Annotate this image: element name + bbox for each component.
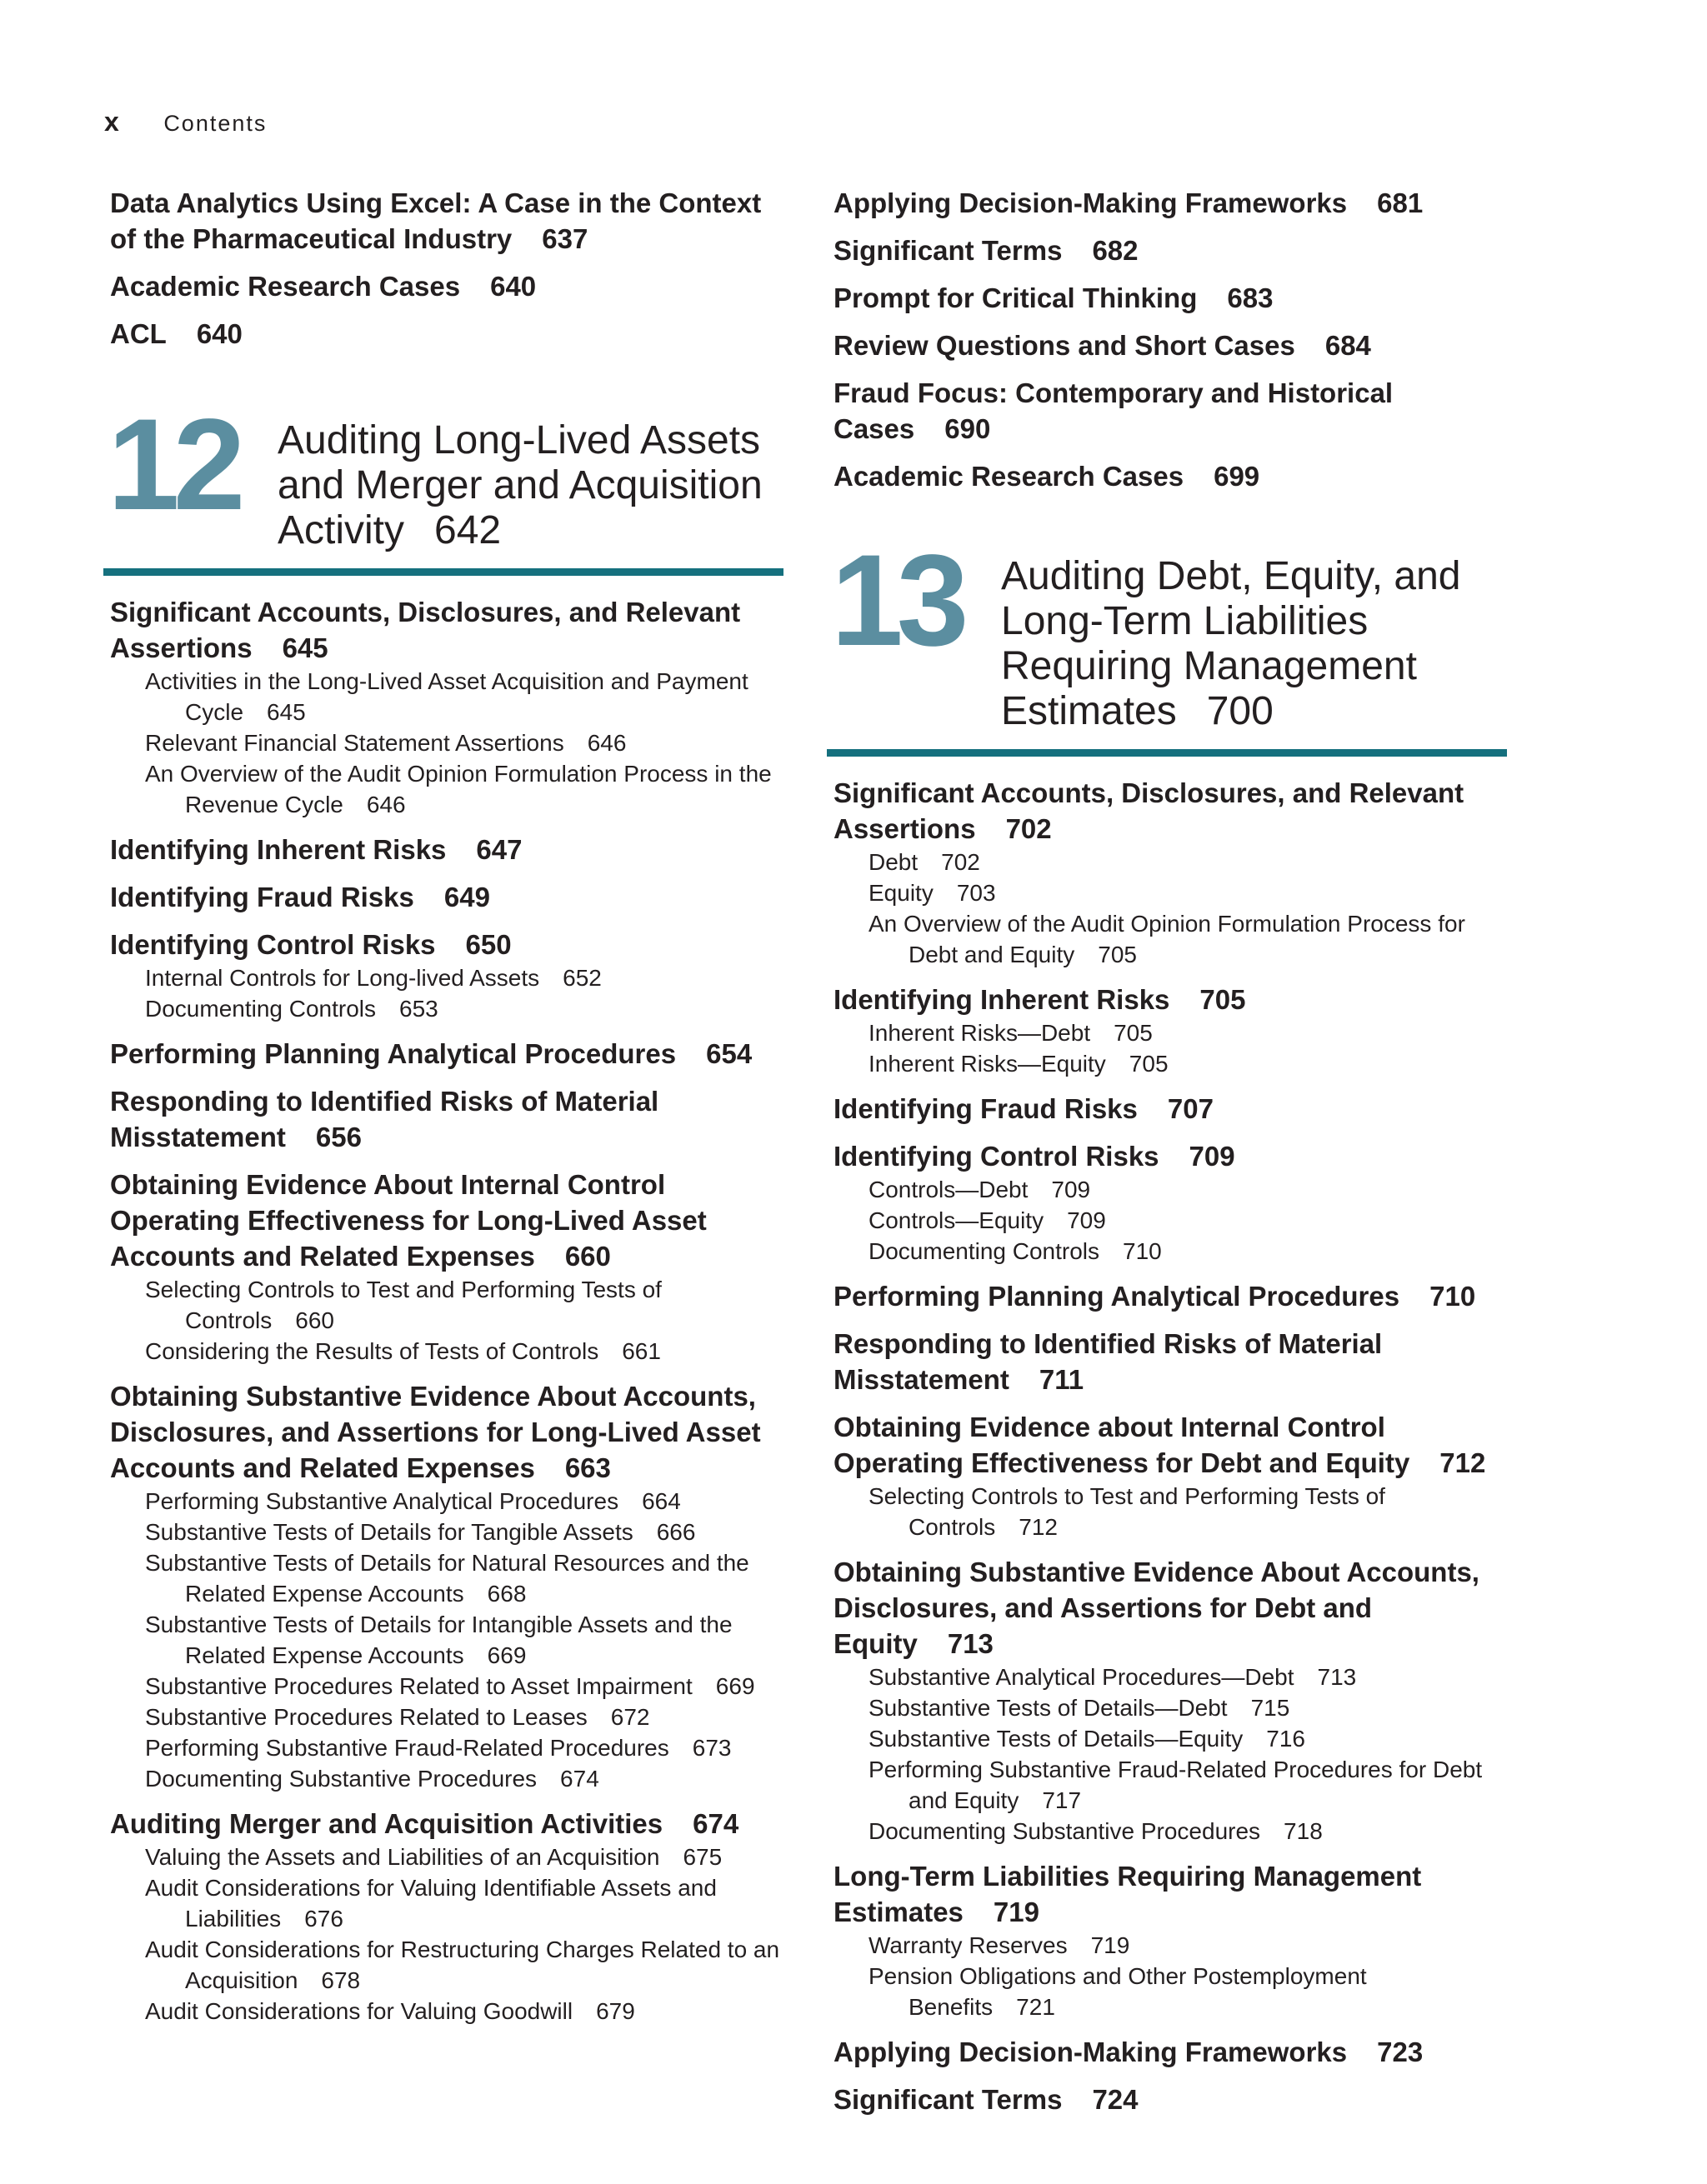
toc-section[interactable] bbox=[833, 2034, 1517, 2070]
toc-page-number: 690 bbox=[944, 413, 991, 444]
toc-subsection[interactable] bbox=[110, 1274, 793, 1336]
toc-page-number: 672 bbox=[610, 1704, 650, 1730]
toc-subsection[interactable] bbox=[833, 1174, 1517, 1205]
toc-page-number: 650 bbox=[465, 929, 512, 960]
toc-page-number: 647 bbox=[476, 834, 523, 865]
toc-page-number: 721 bbox=[1016, 1994, 1055, 2020]
toc-subsection[interactable] bbox=[833, 1723, 1517, 1754]
toc-subsection[interactable] bbox=[833, 847, 1517, 877]
toc-page-number: 674 bbox=[560, 1766, 599, 1792]
toc-entry-title: Long-Term Liabilities Requiring Management Estimates bbox=[833, 1861, 1422, 1927]
toc-page-number: 719 bbox=[993, 1897, 1039, 1927]
toc-entry-title: Performing Substantive Analytical Procedures bbox=[145, 1488, 619, 1514]
toc-subsection[interactable] bbox=[110, 1842, 793, 1872]
toc-page-number: 713 bbox=[1317, 1664, 1357, 1690]
toc-entry[interactable] bbox=[833, 280, 1517, 316]
toc-subsection[interactable] bbox=[833, 1481, 1517, 1542]
toc-entry-title: Substantive Analytical Procedures—Debt bbox=[869, 1664, 1294, 1690]
toc-page-number: 699 bbox=[1214, 461, 1260, 492]
toc-page-number: 669 bbox=[487, 1642, 527, 1668]
toc-subsection[interactable] bbox=[110, 1517, 793, 1547]
toc-subsection[interactable] bbox=[833, 1692, 1517, 1723]
toc-section[interactable] bbox=[833, 1409, 1517, 1481]
toc-entry-title: Review Questions and Short Cases bbox=[833, 330, 1295, 361]
toc-page-number: 678 bbox=[321, 1967, 361, 1993]
toc-page-number: 637 bbox=[542, 223, 588, 254]
toc-entry-title: Selecting Controls to Test and Performing Tests of Controls bbox=[869, 1483, 1385, 1540]
page-header bbox=[104, 107, 267, 137]
toc-entry-title: Audit Considerations for Valuing Goodwill bbox=[145, 1998, 573, 2024]
toc-page-number: 703 bbox=[956, 880, 996, 906]
toc-entry-title: Controls—Debt bbox=[869, 1177, 1029, 1202]
toc-page-number: 661 bbox=[622, 1338, 661, 1364]
toc-entry-title: Inherent Risks—Equity bbox=[869, 1051, 1106, 1077]
toc-entry-title: Obtaining Substantive Evidence About Accounts, Disclosures, and Assertions for Long-Lived Asset Accounts and Related Expenses bbox=[110, 1381, 761, 1483]
toc-subsection[interactable] bbox=[110, 727, 793, 758]
toc-entry-title: Substantive Tests of Details for Tangible Assets bbox=[145, 1519, 633, 1545]
toc-entry-title: Relevant Financial Statement Assertions bbox=[145, 730, 564, 756]
toc-entry-title: Audit Considerations for Valuing Identifiable Assets and Liabilities bbox=[145, 1875, 717, 1932]
toc-entry-title: Responding to Identified Risks of Material Misstatement bbox=[110, 1086, 659, 1152]
toc-page-number: 664 bbox=[642, 1488, 681, 1514]
toc-subsection[interactable] bbox=[110, 758, 793, 820]
toc-section[interactable] bbox=[110, 927, 793, 962]
toc-section[interactable] bbox=[833, 1138, 1517, 1174]
toc-entry-title: Warranty Reserves bbox=[869, 1932, 1068, 1958]
toc-entry-title: Internal Controls for Long-lived Assets bbox=[145, 965, 540, 991]
toc-page-number: 716 bbox=[1266, 1726, 1305, 1752]
toc-entry[interactable] bbox=[110, 316, 793, 352]
toc-section[interactable] bbox=[110, 1036, 793, 1072]
toc-page-number: 669 bbox=[715, 1673, 755, 1699]
running-head: Contents bbox=[163, 111, 268, 136]
chapter-title[interactable] bbox=[1001, 554, 1517, 734]
toc-subsection[interactable] bbox=[110, 1702, 793, 1732]
toc-page-number: 660 bbox=[295, 1307, 334, 1333]
toc-page-number: 652 bbox=[563, 965, 602, 991]
toc-entry-title: Responding to Identified Risks of Material Misstatement bbox=[833, 1328, 1383, 1395]
chapter-rule bbox=[103, 568, 783, 576]
toc-entry-title: Valuing the Assets and Liabilities of an Acquisition bbox=[145, 1844, 660, 1870]
toc-entry-title: Substantive Procedures Related to Leases bbox=[145, 1704, 588, 1730]
toc-entry-title: Academic Research Cases bbox=[110, 271, 461, 302]
toc-subsection[interactable] bbox=[833, 1205, 1517, 1236]
toc-page-number: 713 bbox=[947, 1628, 994, 1659]
toc-entry-title: Performing Substantive Fraud-Related Procedures for Debt and Equity bbox=[869, 1757, 1483, 1813]
toc-section[interactable] bbox=[110, 879, 793, 915]
toc-subsection[interactable] bbox=[110, 1486, 793, 1517]
toc-subsection[interactable] bbox=[110, 1763, 793, 1794]
chapter-page-number: 642 bbox=[434, 508, 502, 552]
toc-entry-title: Substantive Tests of Details for Intangible Assets and the Related Expense Accounts bbox=[145, 1612, 733, 1668]
toc-page-number: 674 bbox=[693, 1808, 739, 1839]
toc-subsection[interactable] bbox=[110, 1934, 793, 1996]
toc-entry-title: An Overview of the Audit Opinion Formulation Process for Debt and Equity bbox=[869, 911, 1465, 967]
chapter-title[interactable] bbox=[278, 418, 793, 553]
toc-section[interactable] bbox=[833, 982, 1517, 1017]
toc-page-number: 675 bbox=[683, 1844, 723, 1870]
toc-entry-title: Substantive Tests of Details—Equity bbox=[869, 1726, 1244, 1752]
toc-page-number: 723 bbox=[1377, 2037, 1424, 2067]
toc-page-number: 645 bbox=[282, 632, 328, 663]
toc-entry-title: Equity bbox=[869, 880, 934, 906]
toc-page-number: 646 bbox=[587, 730, 627, 756]
toc-entry-title: Documenting Substantive Procedures bbox=[145, 1766, 538, 1792]
chapter-page-number: 700 bbox=[1206, 689, 1274, 733]
toc-page-number: 668 bbox=[487, 1581, 527, 1607]
toc-subsection[interactable] bbox=[110, 1996, 793, 2027]
toc-right-column bbox=[833, 173, 1517, 2117]
toc-page-number: 682 bbox=[1092, 235, 1139, 266]
toc-page-number: 640 bbox=[490, 271, 537, 302]
toc-page-number: 710 bbox=[1123, 1238, 1162, 1264]
toc-subsection[interactable] bbox=[833, 1017, 1517, 1048]
toc-page-number: 715 bbox=[1250, 1695, 1290, 1721]
toc-page-number: 711 bbox=[1039, 1364, 1084, 1395]
toc-page-number: 705 bbox=[1129, 1051, 1169, 1077]
toc-entry-title: Significant Accounts, Disclosures, and Relevant Assertions bbox=[110, 597, 741, 663]
toc-page-number: 712 bbox=[1019, 1514, 1058, 1540]
toc-section[interactable] bbox=[833, 2082, 1517, 2117]
toc-entry-title: Applying Decision-Making Frameworks bbox=[833, 187, 1348, 218]
toc-page-number: 663 bbox=[564, 1452, 611, 1483]
toc-page-number: 705 bbox=[1199, 984, 1246, 1015]
toc-page-number: 707 bbox=[1167, 1093, 1214, 1124]
toc-entry-title: Performing Substantive Fraud-Related Procedures bbox=[145, 1735, 669, 1761]
toc-entry-title: Data Analytics Using Excel: A Case in the Context of the Pharmaceutical Industry bbox=[110, 187, 762, 254]
toc-entry-title: Controls—Equity bbox=[869, 1207, 1044, 1233]
toc-page-number: 654 bbox=[706, 1038, 753, 1069]
toc-entry-title: Auditing Merger and Acquisition Activities bbox=[110, 1808, 663, 1839]
toc-entry-title: Documenting Substantive Procedures bbox=[869, 1818, 1261, 1844]
toc-entry-title: Performing Planning Analytical Procedures bbox=[833, 1281, 1400, 1312]
toc-subsection[interactable] bbox=[833, 877, 1517, 908]
toc-subsection[interactable] bbox=[833, 908, 1517, 970]
toc-section[interactable] bbox=[110, 1806, 793, 1842]
toc-entry-title: Substantive Procedures Related to Asset Impairment bbox=[145, 1673, 693, 1699]
toc-page-number: 645 bbox=[267, 699, 306, 725]
toc-section[interactable] bbox=[833, 1091, 1517, 1127]
toc-page-number: 702 bbox=[1005, 813, 1052, 844]
toc-page-number: 710 bbox=[1429, 1281, 1476, 1312]
toc-section[interactable] bbox=[833, 1554, 1517, 1662]
chapter-block bbox=[108, 392, 793, 576]
toc-entry-title: An Overview of the Audit Opinion Formulation Process in the Revenue Cycle bbox=[145, 761, 772, 817]
toc-page-number: 646 bbox=[366, 792, 406, 817]
chapter-title-text: Auditing Debt, Equity, and Long-Term Liabilities Requiring Management Estimates bbox=[1001, 554, 1461, 733]
toc-page-number: 712 bbox=[1439, 1447, 1486, 1478]
toc-entry[interactable] bbox=[833, 232, 1517, 268]
toc-section[interactable] bbox=[833, 1278, 1517, 1314]
toc-page-number: 717 bbox=[1042, 1787, 1082, 1813]
toc-entry-title: Identifying Inherent Risks bbox=[833, 984, 1170, 1015]
toc-page-number: 649 bbox=[443, 882, 490, 912]
toc-subsection[interactable] bbox=[110, 993, 793, 1024]
toc-subsection[interactable] bbox=[110, 962, 793, 993]
toc-section[interactable] bbox=[833, 1858, 1517, 1930]
toc-entry-title: Debt bbox=[869, 849, 919, 875]
toc-entry-title: Prompt for Critical Thinking bbox=[833, 282, 1198, 313]
toc-entry-title: Pension Obligations and Other Postemployment Benefits bbox=[869, 1963, 1367, 2020]
toc-entry-title: Identifying Fraud Risks bbox=[110, 882, 414, 912]
toc-subsection[interactable] bbox=[833, 1816, 1517, 1847]
toc-entry-title: Obtaining Evidence about Internal Control Operating Effectiveness for Debt and Equity bbox=[833, 1412, 1410, 1478]
toc-page-number: 676 bbox=[304, 1906, 343, 1932]
toc-page-number: 709 bbox=[1189, 1141, 1235, 1172]
toc-subsection[interactable] bbox=[833, 1048, 1517, 1079]
toc-entry[interactable] bbox=[110, 185, 793, 257]
toc-page-number: 673 bbox=[692, 1735, 732, 1761]
page-number: x bbox=[104, 107, 121, 137]
chapter-number: 12 bbox=[108, 392, 239, 537]
toc-page-number: 660 bbox=[564, 1241, 611, 1272]
toc-section[interactable] bbox=[110, 832, 793, 867]
toc-page-number: 679 bbox=[596, 1998, 635, 2024]
toc-page-number: 653 bbox=[399, 996, 438, 1022]
toc-entry-title: Significant Accounts, Disclosures, and Relevant Assertions bbox=[833, 777, 1464, 844]
toc-section[interactable] bbox=[110, 1083, 793, 1155]
toc-entry-title: Documenting Controls bbox=[145, 996, 377, 1022]
toc-section[interactable] bbox=[110, 1167, 793, 1274]
toc-page-number: 709 bbox=[1067, 1207, 1106, 1233]
toc-subsection[interactable] bbox=[833, 1662, 1517, 1692]
toc-entry-title: Considering the Results of Tests of Controls bbox=[145, 1338, 599, 1364]
toc-entry-title: Selecting Controls to Test and Performing Tests of Controls bbox=[145, 1277, 662, 1333]
toc-entry-title: Obtaining Evidence About Internal Control Operating Effectiveness for Long-Lived Asset Accounts and Related Expenses bbox=[110, 1169, 707, 1272]
toc-entry-title: Identifying Control Risks bbox=[110, 929, 436, 960]
chapter-title-text: Auditing Long-Lived Assets and Merger and Acquisition Activity bbox=[278, 418, 763, 552]
toc-entry-title: Activities in the Long-Lived Asset Acquisition and Payment Cycle bbox=[145, 668, 748, 725]
toc-page-number: 724 bbox=[1092, 2084, 1139, 2115]
toc-entry[interactable] bbox=[833, 327, 1517, 363]
toc-entry-title: Significant Terms bbox=[833, 2084, 1063, 2115]
toc-entry-title: Fraud Focus: Contemporary and Historical Cases bbox=[833, 377, 1394, 444]
toc-entry-title: Significant Terms bbox=[833, 235, 1063, 266]
toc-subsection[interactable] bbox=[833, 1236, 1517, 1267]
toc-subsection[interactable] bbox=[110, 1872, 793, 1934]
toc-page-number: 684 bbox=[1324, 330, 1371, 361]
toc-entry-title: Inherent Risks—Debt bbox=[869, 1020, 1091, 1046]
toc-entry-title: Obtaining Substantive Evidence About Accounts, Disclosures, and Assertions for Debt and Equity bbox=[833, 1557, 1479, 1659]
chapter-rule bbox=[827, 749, 1507, 757]
toc-section[interactable] bbox=[833, 1326, 1517, 1397]
toc-subsection[interactable] bbox=[110, 1732, 793, 1763]
toc-page-number: 719 bbox=[1090, 1932, 1130, 1958]
toc-subsection[interactable] bbox=[110, 1671, 793, 1702]
toc-entry-title: Substantive Tests of Details for Natural Resources and the Related Expense Accounts bbox=[145, 1550, 749, 1607]
toc-entry-title: Identifying Inherent Risks bbox=[110, 834, 447, 865]
toc-subsection[interactable] bbox=[110, 1609, 793, 1671]
toc-page-number: 709 bbox=[1051, 1177, 1091, 1202]
toc-entry[interactable] bbox=[833, 375, 1517, 447]
toc-subsection[interactable] bbox=[110, 1547, 793, 1609]
toc-entry-title: Identifying Control Risks bbox=[833, 1141, 1159, 1172]
toc-page-number: 640 bbox=[196, 318, 243, 349]
toc-left-column bbox=[110, 173, 793, 2027]
toc-section[interactable] bbox=[110, 594, 793, 666]
toc-entry[interactable] bbox=[110, 268, 793, 304]
toc-subsection[interactable] bbox=[110, 1336, 793, 1367]
toc-subsection[interactable] bbox=[833, 1930, 1517, 1961]
toc-page-number: 718 bbox=[1284, 1818, 1323, 1844]
toc-subsection[interactable] bbox=[110, 666, 793, 727]
toc-entry-title: Documenting Controls bbox=[869, 1238, 1100, 1264]
toc-page-number: 681 bbox=[1377, 187, 1424, 218]
toc-entry[interactable] bbox=[833, 185, 1517, 221]
toc-section[interactable] bbox=[110, 1378, 793, 1486]
toc-entry-title: Identifying Fraud Risks bbox=[833, 1093, 1138, 1124]
toc-entry[interactable] bbox=[833, 458, 1517, 494]
toc-page-number: 705 bbox=[1098, 942, 1137, 967]
toc-entry-title: Academic Research Cases bbox=[833, 461, 1184, 492]
toc-subsection[interactable] bbox=[833, 1754, 1517, 1816]
chapter-block bbox=[831, 528, 1517, 757]
toc-section[interactable] bbox=[833, 775, 1517, 847]
toc-entry-title: Audit Considerations for Restructuring Charges Related to an Acquisition bbox=[145, 1937, 780, 1993]
toc-page-number: 705 bbox=[1114, 1020, 1153, 1046]
toc-page-number: 683 bbox=[1227, 282, 1274, 313]
toc-page-number: 702 bbox=[941, 849, 980, 875]
toc-entry-title: Substantive Tests of Details—Debt bbox=[869, 1695, 1228, 1721]
toc-entry-title: Performing Planning Analytical Procedures bbox=[110, 1038, 677, 1069]
toc-entry-title: ACL bbox=[110, 318, 167, 349]
toc-page-number: 666 bbox=[656, 1519, 696, 1545]
toc-page-number: 656 bbox=[315, 1122, 362, 1152]
chapter-number: 13 bbox=[831, 528, 963, 673]
toc-subsection[interactable] bbox=[833, 1961, 1517, 2022]
toc-entry-title: Applying Decision-Making Frameworks bbox=[833, 2037, 1348, 2067]
